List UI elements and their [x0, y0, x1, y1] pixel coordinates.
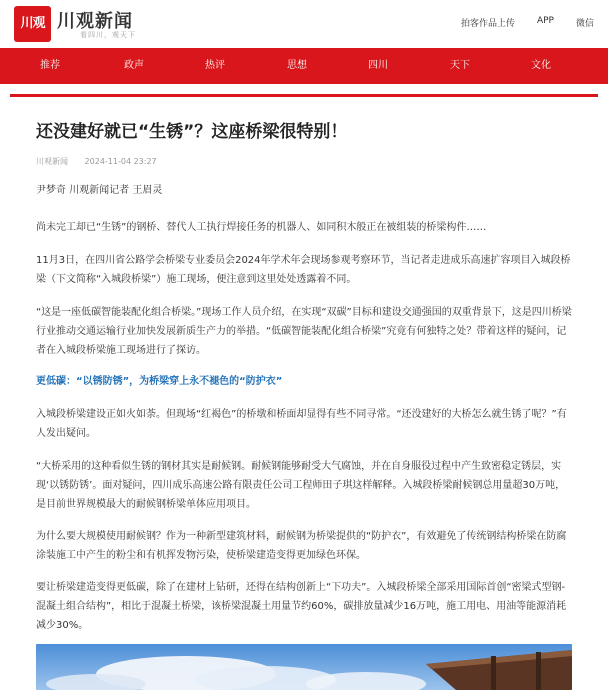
upload-link[interactable]: 拍客作品上传: [460, 19, 515, 29]
bridge-photo-image: [36, 644, 572, 690]
nav-item-politics[interactable]: 政声: [124, 60, 144, 71]
article-datetime: 2024-11-04 23:27: [84, 157, 157, 166]
article-lead: 尚未完工却已“生锈”的钢桥、替代人工执行焊接任务的机器人、如同积木般正在被组装的桥梁构件……: [36, 222, 487, 233]
nav-item-commentary[interactable]: 热评: [205, 60, 225, 71]
article-source[interactable]: 川观新闻: [36, 157, 68, 166]
article-paragraph: “这是一座低碳智能装配化组合桥梁。”现场工作人员介绍，在实现“双碳”目标和建设交通强国的双重背景下，这是四川桥梁行业推动交通运输行业加快发展新质生产力的举措。“低碳智能装配化组合桥梁”究竟有何独特之处？带着这样的疑问，记者在入城段桥梁施工现场进行了探访。: [36, 307, 572, 356]
nav-item-thought[interactable]: 思想: [287, 60, 307, 71]
top-header: [0, 0, 608, 47]
divider-line: [10, 94, 598, 97]
wechat-link[interactable]: 微信: [575, 19, 594, 29]
app-link[interactable]: APP: [536, 16, 554, 26]
article-paragraph: 11月3日，在四川省公路学会桥梁专业委员会2024年学术年会现场参观考察环节，当记者走进成乐高速扩容项目入城段桥梁（下文简称“入城段桥梁”）施工现场，便注意到这里处处透露着不同。: [36, 255, 571, 285]
main-nav: [0, 48, 608, 84]
nav-item-world[interactable]: 天下: [450, 60, 470, 71]
article-title: 还没建好就已“生锈”？这座桥梁很特别！: [36, 122, 348, 142]
article-paragraph: 入城段桥梁建设正如火如荼。但现场“红褐色”的桥墩和桥面却显得有些不同寻常。“还没建好的大桥怎么就生锈了呢？”有人发出疑问。: [36, 409, 567, 439]
article-byline: 尹梦奇 川观新闻记者 王眉灵: [36, 185, 163, 196]
nav-item-culture[interactable]: 文化: [531, 60, 551, 71]
section-subheading: 更低碳：“以锈防锈”，为桥梁穿上永不褪色的“防护衣”: [36, 376, 283, 387]
article-paragraph: 为什么要大规模使用耐候钢？作为一种新型建筑材料，耐候钢为桥梁提供的“防护衣”，有效避免了传统钢结构桥梁在防腐涂装施工中产生的粉尘和有机挥发物污染，使桥梁建造变得更加绿色环保。: [36, 531, 567, 561]
nav-item-recommend[interactable]: 推荐: [40, 60, 60, 71]
nav-item-sichuan[interactable]: 四川: [368, 60, 388, 71]
site-name[interactable]: 川观新闻: [57, 11, 133, 32]
article-paragraph: 要让桥梁建造变得更低碳，除了在建材上钻研，还得在结构创新上“下功夫”。入城段桥梁全部采用国际首创“密梁式型钢-混凝土组合结构”，相比于混凝土桥梁，该桥梁混凝土用量节约60%，碳排放量减少16万吨，施工用电、用油等能源消耗减少30%。: [36, 582, 567, 631]
top-links: [439, 16, 594, 29]
site-slogan: 看四川，观天下: [80, 31, 136, 39]
article-meta: [36, 156, 157, 167]
site-logo[interactable]: 川观: [14, 6, 51, 42]
article-photo: [36, 644, 572, 690]
article-paragraph: “大桥采用的这种看似生锈的钢材其实是耐候钢。耐候钢能够耐受大气腐蚀，并在自身服役过程中产生致密稳定锈层，实现‘以锈防锈’。面对疑问，四川成乐高速公路有限责任公司工程师田子琪这样解释。入城段桥梁耐候钢总用量超30万吨，是目前世界规模最大的耐候钢桥梁单体应用项目。: [36, 461, 566, 510]
